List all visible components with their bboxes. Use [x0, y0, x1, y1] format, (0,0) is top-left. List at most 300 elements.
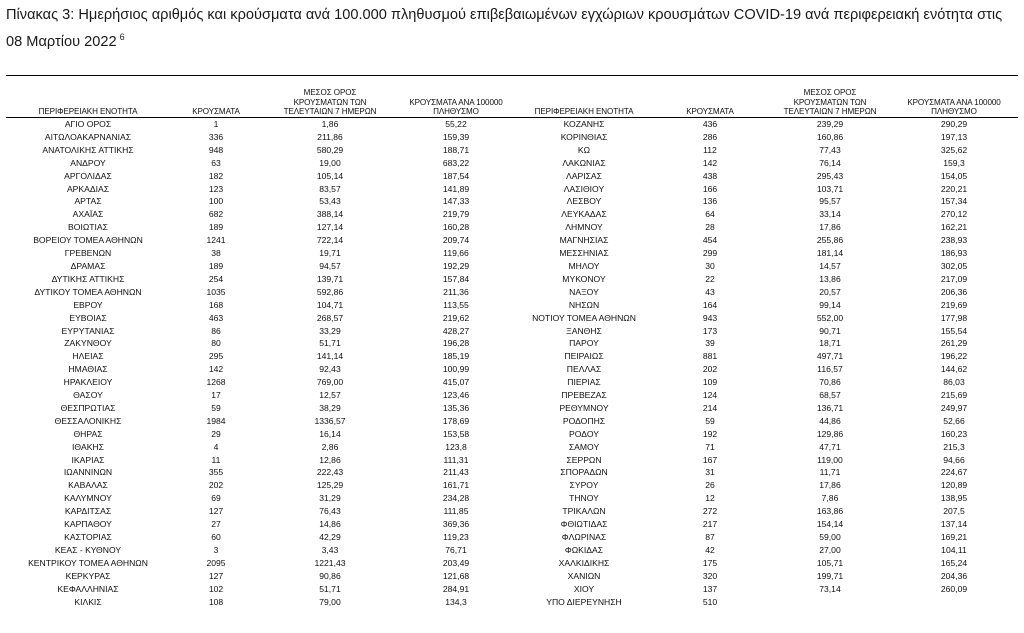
left-avg-7day-cell: 12,57 — [319, 390, 341, 401]
right-cases-cell: 202 — [702, 364, 718, 375]
right-cases-cell: 438 — [702, 170, 718, 181]
right-cases-cell: 124 — [702, 390, 718, 401]
left-cases-cell: 59 — [211, 402, 221, 413]
right-avg-7day-cell: 116,57 — [817, 364, 843, 375]
left-cases-cell: 17 — [211, 390, 221, 401]
left-avg-7day-cell: 16,14 — [319, 428, 341, 439]
right-per-100k-cell: 215,69 — [940, 390, 968, 401]
right-avg-7day-cell: 295,43 — [816, 170, 844, 181]
left-per-100k-cell: 219,62 — [442, 312, 470, 323]
left-avg-7day-cell: 141,14 — [316, 351, 344, 362]
right-per-100k-cell: 197,13 — [940, 131, 968, 142]
right-avg-7day-cell: 497,71 — [816, 351, 844, 362]
right-region-cell: ΣΥΡΟΥ — [569, 480, 599, 491]
right-avg-7day-cell: 17,86 — [819, 222, 841, 233]
table-title — [6, 4, 1020, 53]
right-avg-7day-cell: 119,00 — [817, 454, 843, 465]
right-avg-7day-cell: 99,14 — [819, 299, 841, 310]
right-region-cell: ΠΙΕΡΙΑΣ — [567, 377, 601, 388]
right-avg-7day-cell: 136,71 — [816, 402, 844, 413]
right-avg-7day-cell: 18,71 — [819, 338, 841, 349]
left-per-100k-cell: 119,66 — [443, 248, 469, 259]
left-cases-cell: 202 — [208, 480, 224, 491]
left-per-100k-cell: 203,49 — [442, 557, 470, 568]
left-cases-cell: 80 — [211, 338, 221, 349]
left-avg-7day-cell: 38,29 — [319, 402, 341, 413]
right-per-100k-cell: 206,36 — [940, 286, 968, 297]
table-row — [0, 131, 1024, 144]
left-per-100k-cell: 113,55 — [443, 299, 469, 310]
table-header — [0, 76, 1024, 117]
left-region-cell: ΑΙΤΩΛΟΑΚΑΡΝΑΝΙΑΣ — [44, 131, 132, 142]
right-avg-7day-cell: 47,71 — [819, 441, 841, 452]
right-region-cell: ΚΩ — [577, 144, 591, 155]
right-per-100k-cell: 196,22 — [940, 351, 968, 362]
table-row — [0, 415, 1024, 428]
table-row — [0, 221, 1024, 234]
right-cases-cell: 175 — [702, 557, 718, 568]
left-avg-7day-cell: 90,86 — [319, 570, 341, 581]
left-avg-7day-cell: 33,29 — [319, 325, 341, 336]
left-avg-7day-cell: 592,86 — [316, 286, 344, 297]
table-row — [0, 441, 1024, 454]
table-row — [0, 260, 1024, 273]
right-region-cell: ΜΕΣΣΗΝΙΑΣ — [559, 248, 609, 259]
right-region-cell: ΛΑΡΙΣΑΣ — [566, 170, 602, 181]
right-avg-7day-cell: 77,43 — [819, 144, 841, 155]
left-region-cell: ΘΕΣΠΡΩΤΙΑΣ — [60, 402, 116, 413]
left-cases-cell: 102 — [208, 583, 224, 594]
table-row — [0, 247, 1024, 260]
header-per100k-right: ΚΡΟΥΣΜΑΤΑ ΑΝΑ 100000 ΠΛΗΘΥΣΜΟ — [907, 97, 1001, 117]
left-region-cell: ΑΝΔΡΟΥ — [70, 157, 106, 168]
right-avg-7day-cell: 68,57 — [819, 390, 841, 401]
right-region-cell: ΡΟΔΟΥ — [569, 428, 599, 439]
left-cases-cell: 1241 — [206, 235, 226, 246]
left-avg-7day-cell: 2,86 — [321, 441, 339, 452]
right-per-100k-cell: 162,21 — [940, 222, 968, 233]
right-per-100k-cell: 302,05 — [940, 260, 968, 271]
table-row — [0, 118, 1024, 131]
left-region-cell: ΑΡΤΑΣ — [74, 196, 102, 207]
right-per-100k-cell: 52,66 — [943, 415, 965, 426]
right-cases-cell: 112 — [703, 144, 717, 155]
right-cases-cell: 64 — [705, 209, 715, 220]
header-region-left: ΠΕΡΙΦΕΡΕΙΑΚΗ ΕΝΟΤΗΤΑ — [38, 107, 138, 117]
left-region-cell: ΘΕΣΣΑΛΟΝΙΚΗΣ — [54, 415, 122, 426]
table-row — [0, 286, 1024, 299]
left-avg-7day-cell: 1,86 — [321, 119, 339, 129]
left-per-100k-cell: 153,58 — [442, 428, 470, 439]
left-cases-cell: 1 — [213, 119, 219, 129]
left-per-100k-cell: 185,19 — [442, 351, 470, 362]
right-avg-7day-cell: 27,00 — [819, 544, 841, 555]
left-avg-7day-cell: 19,00 — [319, 157, 341, 168]
right-region-cell: ΝΗΣΩΝ — [568, 299, 600, 310]
right-cases-cell: 173 — [702, 325, 718, 336]
right-region-cell: ΡΕΘΥΜΝΟΥ — [559, 402, 609, 413]
left-cases-cell: 29 — [211, 428, 221, 439]
right-per-100k-cell: 159,3 — [943, 157, 965, 168]
left-region-cell: ΔΡΑΜΑΣ — [70, 260, 106, 271]
table-row — [0, 570, 1024, 583]
right-avg-7day-cell: 7,86 — [821, 493, 839, 504]
right-cases-cell: 192 — [702, 428, 718, 439]
right-per-100k-cell: 290,29 — [940, 119, 968, 129]
table-row — [0, 389, 1024, 402]
left-cases-cell: 254 — [208, 273, 224, 284]
left-avg-7day-cell: 580,29 — [316, 144, 344, 155]
left-cases-cell: 295 — [208, 351, 224, 362]
left-cases-cell: 69 — [211, 493, 221, 504]
right-region-cell: ΣΕΡΡΩΝ — [566, 454, 602, 465]
right-per-100k-cell: 165,24 — [940, 557, 968, 568]
left-per-100k-cell: 111,31 — [443, 454, 469, 465]
left-region-cell: ΑΡΚΑΔΙΑΣ — [66, 183, 110, 194]
right-per-100k-cell: 238,93 — [940, 235, 968, 246]
right-per-100k-cell: 224,67 — [940, 467, 968, 478]
left-cases-cell: 189 — [208, 260, 224, 271]
left-per-100k-cell: 121,68 — [442, 570, 470, 581]
table-row — [0, 544, 1024, 557]
right-per-100k-cell: 138,95 — [940, 493, 968, 504]
left-cases-cell: 463 — [208, 312, 224, 323]
left-region-cell: ΕΥΡΥΤΑΝΙΑΣ — [61, 325, 115, 336]
left-per-100k-cell: 100,99 — [442, 364, 470, 375]
right-cases-cell: 109 — [702, 377, 718, 388]
right-cases-cell: 22 — [705, 273, 715, 284]
header-region-right: ΠΕΡΙΦΕΡΕΙΑΚΗ ΕΝΟΤΗΤΑ — [534, 107, 634, 117]
right-avg-7day-cell: 95,57 — [819, 196, 841, 207]
left-per-100k-cell: 160,28 — [442, 222, 470, 233]
left-region-cell: ΚΕΦΑΛΛΗΝΙΑΣ — [57, 583, 119, 594]
left-avg-7day-cell: 125,29 — [316, 480, 344, 491]
right-cases-cell: 272 — [702, 506, 718, 517]
left-region-cell: ΖΑΚΥΝΘΟΥ — [64, 338, 112, 349]
left-region-cell: ΚΕΡΚΥΡΑΣ — [65, 570, 111, 581]
left-per-100k-cell: 211,43 — [443, 467, 469, 478]
right-region-cell: ΜΥΚΟΝΟΥ — [562, 273, 606, 284]
right-per-100k-cell: 144,62 — [940, 364, 968, 375]
left-per-100k-cell: 192,29 — [442, 260, 470, 271]
left-per-100k-cell: 123,8 — [445, 441, 467, 452]
right-per-100k-cell: 249,97 — [940, 402, 968, 413]
left-region-cell: ΑΝΑΤΟΛΙΚΗΣ ΑΤΤΙΚΗΣ — [42, 144, 134, 155]
left-per-100k-cell: 76,71 — [445, 544, 467, 555]
left-region-cell: ΑΓΙΟ ΟΡΟΣ — [64, 119, 112, 129]
right-per-100k-cell: 157,34 — [940, 196, 968, 207]
right-cases-cell: 510 — [702, 596, 718, 607]
left-per-100k-cell: 196,28 — [442, 338, 470, 349]
table-row — [0, 208, 1024, 221]
left-avg-7day-cell: 94,57 — [319, 260, 341, 271]
right-region-cell: ΞΑΝΘΗΣ — [566, 325, 602, 336]
right-per-100k-cell: 169,21 — [940, 532, 968, 542]
right-cases-cell: 142 — [702, 157, 718, 168]
table-row — [0, 337, 1024, 350]
right-per-100k-cell: 220,21 — [940, 183, 968, 194]
left-avg-7day-cell: 53,43 — [319, 196, 341, 207]
header-avg-left: ΜΕΣΟΣ ΟΡΟΣ ΚΡΟΥΣΜΑΤΩΝ ΤΩΝ ΤΕΛΕΥΤΑΙΩΝ 7 ΗΜΕΡΩΝ — [283, 88, 377, 117]
left-cases-cell: 1984 — [206, 415, 226, 426]
right-avg-7day-cell: 59,00 — [819, 532, 841, 542]
right-per-100k-cell: 160,23 — [940, 428, 968, 439]
left-region-cell: ΒΟΙΩΤΙΑΣ — [68, 222, 108, 233]
left-avg-7day-cell: 12,86 — [319, 454, 341, 465]
right-avg-7day-cell: 199,71 — [816, 570, 844, 581]
left-avg-7day-cell: 3,43 — [321, 544, 339, 555]
right-region-cell: ΠΕΙΡΑΙΩΣ — [564, 351, 604, 362]
right-per-100k-cell: 219,69 — [940, 299, 968, 310]
right-region-cell: ΜΗΛΟΥ — [568, 260, 600, 271]
left-cases-cell: 60 — [211, 532, 221, 542]
right-cases-cell: 137 — [702, 583, 718, 594]
left-region-cell: ΚΕΝΤΡΙΚΟΥ ΤΟΜΕΑ ΑΘΗΝΩΝ — [28, 557, 148, 568]
right-per-100k-cell: 270,12 — [940, 209, 968, 220]
header-avg-right: ΜΕΣΟΣ ΟΡΟΣ ΚΡΟΥΣΜΑΤΩΝ ΤΩΝ ΤΕΛΕΥΤΑΙΩΝ 7 ΗΜΕΡΩΝ — [783, 88, 877, 117]
right-per-100k-cell: 207,5 — [943, 506, 965, 517]
right-region-cell: ΜΑΓΝΗΣΙΑΣ — [559, 235, 609, 246]
left-cases-cell: 336 — [208, 131, 224, 142]
right-per-100k-cell: 260,09 — [940, 583, 968, 594]
left-per-100k-cell: 369,36 — [442, 519, 470, 530]
right-region-cell: ΠΡΕΒΕΖΑΣ — [561, 390, 607, 401]
left-cases-cell: 11 — [211, 454, 221, 465]
left-cases-cell: 63 — [211, 157, 221, 168]
right-per-100k-cell: 325,62 — [940, 144, 968, 155]
left-cases-cell: 86 — [211, 325, 221, 336]
left-avg-7day-cell: 51,71 — [319, 338, 341, 349]
left-region-cell: ΙΩΑΝΝΙΝΩΝ — [63, 467, 113, 478]
right-per-100k-cell: 261,29 — [940, 338, 968, 349]
left-cases-cell: 189 — [208, 222, 224, 233]
left-avg-7day-cell: 211,86 — [317, 131, 343, 142]
left-region-cell: ΚΑΛΥΜΝΟΥ — [64, 493, 112, 504]
table-row — [0, 170, 1024, 183]
left-avg-7day-cell: 104,71 — [316, 299, 344, 310]
right-per-100k-cell: 137,14 — [940, 519, 968, 530]
header-cases-left: ΚΡΟΥΣΜΑΤΑ — [192, 107, 240, 117]
right-cases-cell: 42 — [705, 544, 715, 555]
left-cases-cell: 27 — [211, 519, 221, 530]
left-per-100k-cell: 211,36 — [443, 286, 469, 297]
table-row — [0, 363, 1024, 376]
right-per-100k-cell: 186,93 — [940, 248, 968, 259]
right-avg-7day-cell: 44,86 — [819, 415, 841, 426]
left-per-100k-cell: 188,71 — [442, 144, 470, 155]
table-body — [0, 118, 1024, 608]
right-avg-7day-cell: 33,14 — [819, 209, 841, 220]
left-avg-7day-cell: 1336,57 — [314, 415, 346, 426]
table-row — [0, 428, 1024, 441]
left-cases-cell: 182 — [208, 170, 224, 181]
right-region-cell: ΦΛΩΡΙΝΑΣ — [561, 532, 607, 542]
table-row — [0, 350, 1024, 363]
right-cases-cell: 881 — [702, 351, 718, 362]
right-region-cell: ΧΑΝΙΩΝ — [567, 570, 601, 581]
left-per-100k-cell: 141,89 — [442, 183, 470, 194]
table-row — [0, 144, 1024, 157]
table-row — [0, 183, 1024, 196]
left-per-100k-cell: 135,36 — [442, 402, 470, 413]
right-avg-7day-cell: 154,14 — [816, 519, 844, 530]
right-region-cell: ΤΗΝΟΥ — [569, 493, 599, 504]
left-per-100k-cell: 123,46 — [442, 390, 470, 401]
header-per100k-left: ΚΡΟΥΣΜΑΤΑ ΑΝΑ 100000 ΠΛΗΘΥΣΜΟ — [409, 97, 503, 117]
right-per-100k-cell: 215,3 — [943, 441, 965, 452]
right-region-cell: ΛΑΚΩΝΙΑΣ — [562, 157, 606, 168]
right-avg-7day-cell: 552,00 — [816, 312, 844, 323]
right-region-cell: ΝΑΞΟΥ — [569, 286, 599, 297]
left-avg-7day-cell: 105,14 — [316, 170, 344, 181]
left-region-cell: ΚΑΡΔΙΤΣΑΣ — [64, 506, 112, 517]
table-row — [0, 234, 1024, 247]
left-per-100k-cell: 159,39 — [442, 131, 470, 142]
left-per-100k-cell: 178,69 — [442, 415, 470, 426]
right-region-cell: ΦΘΙΩΤΙΔΑΣ — [560, 519, 608, 530]
right-avg-7day-cell: 11,71 — [819, 467, 841, 478]
left-cases-cell: 355 — [208, 467, 224, 478]
right-avg-7day-cell: 129,86 — [816, 428, 844, 439]
left-cases-cell: 1035 — [206, 286, 226, 297]
right-region-cell: ΧΑΛΚΙΔΙΚΗΣ — [558, 557, 610, 568]
left-per-100k-cell: 157,84 — [442, 273, 470, 284]
right-avg-7day-cell: 90,71 — [819, 325, 841, 336]
right-avg-7day-cell: 70,86 — [819, 377, 841, 388]
right-cases-cell: 167 — [702, 454, 718, 465]
right-region-cell: ΛΕΥΚΑΔΑΣ — [561, 209, 607, 220]
right-cases-cell: 164 — [702, 299, 718, 310]
right-avg-7day-cell: 239,29 — [816, 119, 844, 129]
footnote-marker: 6 — [119, 32, 125, 42]
right-avg-7day-cell: 13,86 — [819, 273, 841, 284]
left-cases-cell: 38 — [211, 248, 221, 259]
table-row — [0, 492, 1024, 505]
right-cases-cell: 28 — [705, 222, 715, 233]
left-per-100k-cell: 55,22 — [445, 119, 467, 129]
right-cases-cell: 12 — [705, 493, 715, 504]
right-region-cell: ΣΠΟΡΑΔΩΝ — [560, 467, 608, 478]
left-cases-cell: 142 — [208, 364, 224, 375]
left-avg-7day-cell: 83,57 — [319, 183, 341, 194]
right-region-cell: ΠΕΛΛΑΣ — [566, 364, 602, 375]
right-region-cell: ΤΡΙΚΑΛΩΝ — [562, 506, 606, 517]
table-row — [0, 312, 1024, 325]
left-per-100k-cell: 111,85 — [443, 506, 469, 517]
table-row — [0, 325, 1024, 338]
left-avg-7day-cell: 139,71 — [316, 273, 344, 284]
left-region-cell: ΗΡΑΚΛΕΙΟΥ — [63, 377, 113, 388]
left-region-cell: ΘΗΡΑΣ — [73, 428, 103, 439]
right-avg-7day-cell: 160,86 — [816, 131, 844, 142]
left-avg-7day-cell: 14,86 — [319, 519, 341, 530]
right-avg-7day-cell: 103,71 — [816, 183, 844, 194]
right-avg-7day-cell: 105,71 — [816, 557, 844, 568]
left-cases-cell: 127 — [208, 506, 224, 517]
right-per-100k-cell: 155,54 — [940, 325, 968, 336]
table-row — [0, 195, 1024, 208]
table-row — [0, 273, 1024, 286]
left-avg-7day-cell: 79,00 — [319, 596, 341, 607]
left-region-cell: ΘΑΣΟΥ — [73, 390, 103, 401]
left-avg-7day-cell: 268,57 — [316, 312, 344, 323]
right-cases-cell: 436 — [702, 119, 718, 129]
left-avg-7day-cell: 19,71 — [319, 248, 341, 259]
right-region-cell: ΣΑΜΟΥ — [568, 441, 600, 452]
right-region-cell: ΥΠΟ ΔΙΕΡΕΥΝΗΣΗ — [546, 596, 622, 607]
table-row — [0, 376, 1024, 389]
right-cases-cell: 39 — [705, 338, 715, 349]
left-avg-7day-cell: 1221,43 — [314, 557, 346, 568]
right-cases-cell: 26 — [705, 480, 715, 491]
left-cases-cell: 682 — [208, 209, 224, 220]
right-cases-cell: 166 — [702, 183, 718, 194]
table-row — [0, 157, 1024, 170]
left-region-cell: ΕΒΡΟΥ — [73, 299, 103, 310]
right-avg-7day-cell: 20,57 — [819, 286, 841, 297]
right-cases-cell: 43 — [705, 286, 715, 297]
table-row — [0, 454, 1024, 467]
right-avg-7day-cell: 76,14 — [819, 157, 841, 168]
left-cases-cell: 948 — [208, 144, 224, 155]
left-cases-cell: 2095 — [206, 557, 226, 568]
left-cases-cell: 108 — [208, 596, 224, 607]
table-row — [0, 583, 1024, 596]
left-cases-cell: 168 — [208, 299, 224, 310]
right-per-100k-cell: 104,11 — [941, 544, 967, 555]
right-avg-7day-cell: 73,14 — [819, 583, 841, 594]
table-row — [0, 505, 1024, 518]
left-region-cell: ΚΑΒΑΛΑΣ — [68, 480, 108, 491]
right-avg-7day-cell: 181,14 — [816, 248, 844, 259]
right-per-100k-cell: 154,05 — [940, 170, 968, 181]
left-region-cell: ΚΙΛΚΙΣ — [74, 596, 102, 607]
left-per-100k-cell: 284,91 — [442, 583, 470, 594]
right-per-100k-cell: 94,66 — [943, 454, 965, 465]
left-per-100k-cell: 234,28 — [442, 493, 470, 504]
left-per-100k-cell: 119,23 — [443, 532, 469, 542]
right-avg-7day-cell: 163,86 — [816, 506, 844, 517]
right-region-cell: ΚΟΡΙΝΘΙΑΣ — [560, 131, 608, 142]
left-avg-7day-cell: 51,71 — [319, 583, 341, 594]
right-cases-cell: 59 — [705, 415, 715, 426]
left-per-100k-cell: 147,33 — [442, 196, 470, 207]
left-cases-cell: 3 — [213, 544, 219, 555]
left-region-cell: ΚΑΡΠΑΘΟΥ — [64, 519, 112, 530]
right-cases-cell: 454 — [702, 235, 718, 246]
left-avg-7day-cell: 127,14 — [316, 222, 344, 233]
left-region-cell: ΑΧΑΪΑΣ — [72, 209, 104, 220]
right-region-cell: ΛΗΜΝΟΥ — [565, 222, 603, 233]
right-per-100k-cell: 217,09 — [940, 273, 968, 284]
right-region-cell: ΧΙΟΥ — [573, 583, 595, 594]
left-cases-cell: 123 — [208, 183, 224, 194]
left-cases-cell: 127 — [208, 570, 224, 581]
right-cases-cell: 299 — [702, 248, 718, 259]
right-cases-cell: 71 — [705, 441, 715, 452]
left-region-cell: ΚΕΑΣ - ΚΥΘΝΟΥ — [54, 544, 122, 555]
table-row — [0, 479, 1024, 492]
right-per-100k-cell: 177,98 — [940, 312, 968, 323]
left-avg-7day-cell: 388,14 — [316, 209, 344, 220]
table-row — [0, 466, 1024, 479]
left-avg-7day-cell: 722,14 — [316, 235, 344, 246]
left-region-cell: ΙΚΑΡΙΑΣ — [71, 454, 105, 465]
right-cases-cell: 286 — [702, 131, 718, 142]
left-cases-cell: 1268 — [206, 377, 226, 388]
left-region-cell: ΓΡΕΒΕΝΩΝ — [64, 248, 112, 259]
right-region-cell: ΚΟΖΑΝΗΣ — [563, 119, 605, 129]
